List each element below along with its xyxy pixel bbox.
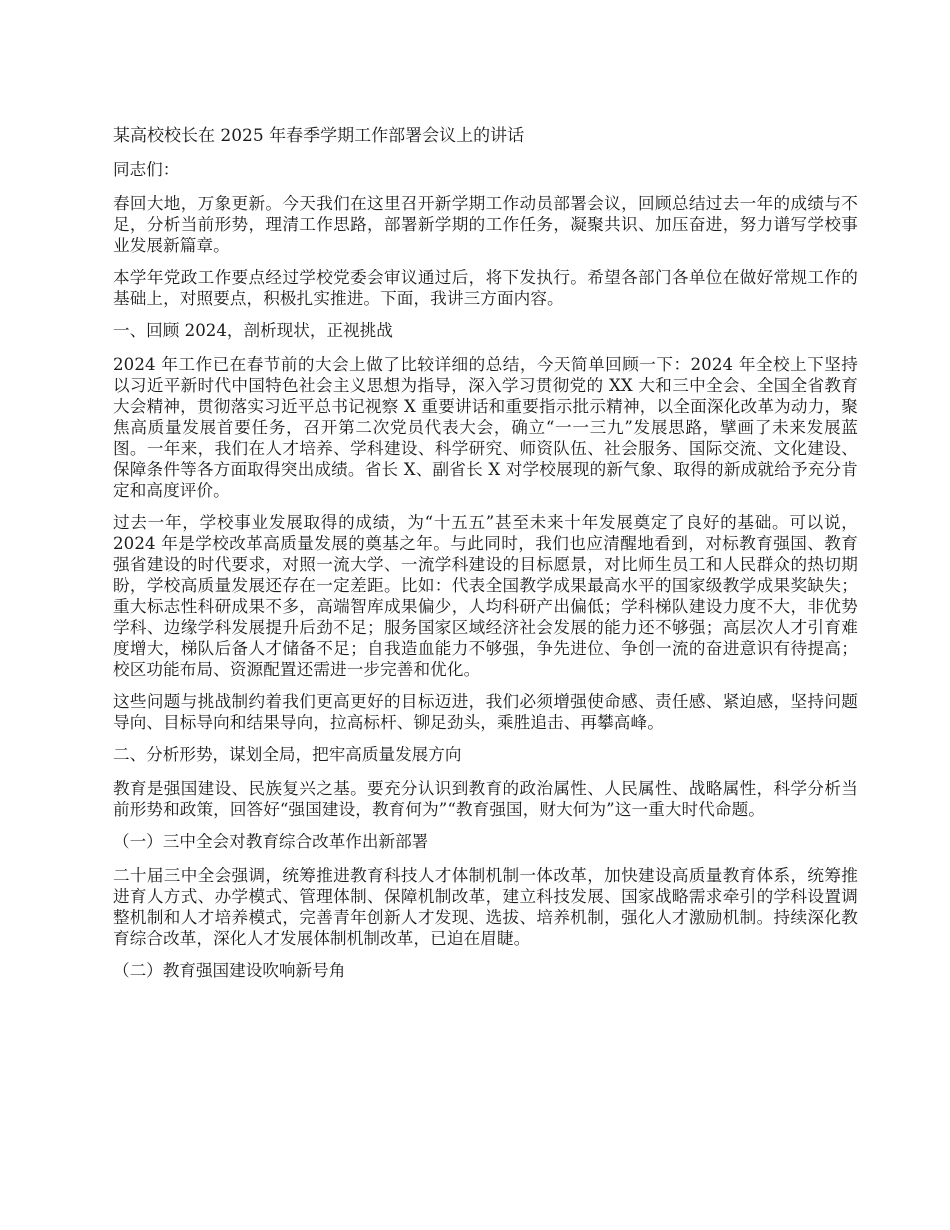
- subsection-heading-1: （一）三中全会对教育综合改革作出新部署: [113, 832, 429, 851]
- paragraph-6: 教育是强国建设、民族复兴之基。要充分认识到教育的政治属性、人民属性、战略属性，科学分析当前形势和政策，回答好“强国建设，教育何为”“教育强国，财大何为”这一重大时代命题。: [113, 779, 858, 819]
- paragraph-2: 本学年党政工作要点经过学校党委会审议通过后，将下发执行。希望各部门各单位在做好常规工作的基础上，对照要点，积极扎实推进。下面，我讲三方面内容。: [113, 268, 858, 308]
- greeting: 同志们：: [113, 160, 180, 179]
- paragraph-5: 这些问题与挑战制约着我们更高更好的目标迈进，我们必须增强使命感、责任感、紧迫感，坚持问题导向、目标导向和结果导向，拉高标杆、铆足劲头，乘胜追击、再攀高峰。: [113, 692, 858, 732]
- paragraph-7: 二十届三中全会强调，统筹推进教育科技人才体制机制一体改革，加快建设高质量教育体系，统筹推进育人方式、办学模式、管理体制、保障机制改革，建立科技发展、国家战略需求牵引的学科设置调整机制和人才培养模式，完善青年创新人才发现、选拔、培养机制，强化人才激励机制。持续深化教育综合改革，深化人才发展体制机制改革，已迫在眉睫。: [113, 866, 858, 948]
- paragraph-3: 2024 年工作已在春节前的大会上做了比较详细的总结，今天简单回顾一下：2024 年全校上下坚持以习近平新时代中国特色社会主义思想为指导，深入学习贯彻党的 XX 大和三中全会、全国全省教育大会精神，贯彻落实习近平总书记视察 X 重要讲话和重要指示批示精神，以全面深化改革为动力，聚焦高质量发展首要任务，召开第二次党员代表大会，确立“一一三九”发展思路，擘画了未来发展蓝图。一年来，我们在人才培养、学科建设、科学研究、师资队伍、社会服务、国际交流、文化建设、保障条件等各方面取得突出成绩。省长 X、副省长 X 对学校展现的新气象、取得的新成就给予充分肯定和高度评价。: [113, 355, 858, 500]
- document-title: 某高校校长在 2025 年春季学期工作部署会议上的讲话: [113, 126, 525, 146]
- paragraph-4: 过去一年，学校事业发展取得的成绩，为“十五五”甚至未来十年发展奠定了良好的基础。可以说，2024 年是学校改革高质量发展的奠基之年。与此同时，我们也应清醒地看到，对标教育强国、教育强省建设的时代要求，对照一流大学、一流学科建设的目标愿景，对比师生员工和人民群众的热切期盼，学校高质量发展还存在一定差距。比如：代表全国教学成果最高水平的国家级教学成果奖缺失；重大标志性科研成果不多，高端智库成果偏少，人均科研产出偏低；学科梯队建设力度不大，非优势学科、边缘学科发展提升后劲不足；服务国家区域经济社会发展的能力还不够强；高层次人才引育难度增大，梯队后备人才储备不足；自我造血能力不够强，争先进位、争创一流的奋进意识有待提高；校区功能布局、资源配置还需进一步完善和优化。: [113, 513, 858, 679]
- subsection-heading-2: （二）教育强国建设吹响新号角: [113, 961, 346, 980]
- section-heading-2: 二、分析形势，谋划全局，把牢高质量发展方向: [113, 745, 462, 764]
- document-page: [113, 123, 858, 994]
- section-heading-1: 一、回顾 2024，剖析现状，正视挑战: [113, 321, 393, 340]
- paragraph-1: 春回大地，万象更新。今天我们在这里召开新学期工作动员部署会议，回顾总结过去一年的成绩与不足，分析当前形势，理清工作思路，部署新学期的工作任务，凝聚共识、加压奋进，努力谱写学校事业发展新篇章。: [113, 194, 858, 255]
